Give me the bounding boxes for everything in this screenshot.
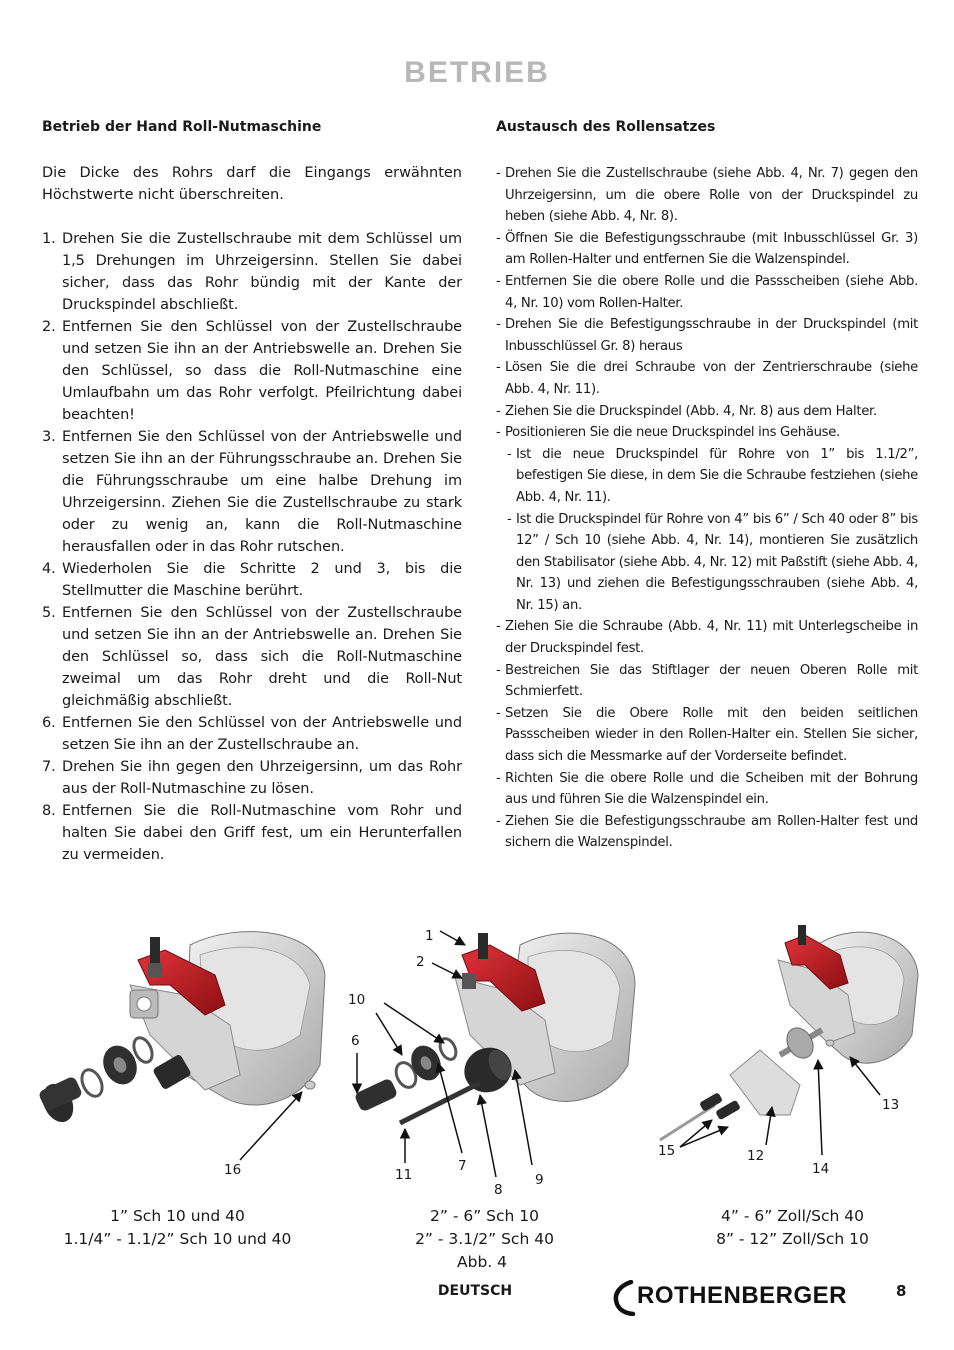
logo-bracket-icon: [611, 1280, 637, 1316]
list-item-text: Richten Sie die obere Rolle und die Scheiben mit der Bohrung aus und führen Sie die Walzenspindel ein.: [505, 770, 918, 808]
step-number: 2.: [42, 319, 56, 335]
callout-arrow-1: [440, 931, 465, 945]
step-number: 7.: [42, 759, 56, 775]
operation-heading: Betrieb der Hand Roll-Nutmaschine: [42, 119, 322, 135]
list-item-text: Ziehen Sie die Schraube (Abb. 4, Nr. 11) mit Unterlegscheibe in der Druckspindel fest.: [505, 619, 918, 657]
roller-parts-3: [660, 1023, 834, 1140]
step-text: Entfernen Sie die Roll-Nutmaschine vom Rohr und halten Sie dabei den Griff fest, um ein Herunterfallen zu vermeiden.: [62, 803, 462, 863]
callout-arrow-15b: [680, 1127, 728, 1147]
step-item: [42, 558, 462, 602]
step-item: [42, 228, 462, 316]
list-item-text: Ist die Druckspindel für Rohre von 4” bis 6” / Sch 40 oder 8” bis 12” / Sch 10 (siehe Abb. 4, Nr. 14), montieren Sie zusätzlich den Stabilisator (siehe Abb. 4, Nr. 12) mit Paßstift (siehe Abb. 4, Nr. 13) und ziehen die Befestigungsschrauben (siehe Abb. 4, Nr. 15) an.: [516, 511, 918, 613]
step-text: Drehen Sie ihn gegen den Uhrzeigersinn, um das Rohr aus der Roll-Nutmaschine zu lösen.: [62, 759, 462, 797]
callout-14: 14: [812, 1161, 830, 1177]
dash-marker: -: [496, 662, 501, 678]
callout-10: 10: [348, 992, 366, 1008]
list-item-text: Setzen Sie die Obere Rolle mit den beiden seitlichen Passscheiben wieder in den Rollen-Halter ein. Stellen Sie sicher, dass sich die Messmarke auf der Vorderseite befindet.: [505, 705, 918, 765]
list-item: [496, 401, 918, 423]
callout-2: 2: [416, 954, 425, 970]
list-item-text: Ziehen Sie die Befestigungsschraube am Rollen-Halter fest und sichern die Walzenspindel.: [505, 813, 918, 851]
list-item: [496, 271, 918, 314]
dash-marker: -: [496, 425, 501, 441]
roller-parts-2: [354, 1036, 519, 1123]
callout-arrow-10b: [376, 1013, 402, 1055]
caption-machine-1: [40, 1205, 315, 1251]
step-item: [42, 712, 462, 756]
figure-label: Abb. 4: [457, 1253, 507, 1271]
callout-9: 9: [535, 1172, 544, 1188]
callout-arrow-8: [480, 1095, 496, 1177]
dash-marker: -: [496, 403, 501, 419]
page-number: 8: [896, 1282, 907, 1300]
caption-line: 1” Sch 10 und 40: [110, 1207, 245, 1225]
caption-machine-3: [680, 1205, 905, 1251]
caption-line: 4” - 6” Zoll/Sch 40: [721, 1207, 864, 1225]
replacement-heading: Austausch des Rollensatzes: [496, 119, 716, 135]
caption-line: 2” - 3.1/2” Sch 40: [415, 1230, 554, 1248]
step-item: [42, 426, 462, 558]
operation-intro: Die Dicke des Rohrs darf die Eingangs erwähnten Höchstwerte nicht überschreiten.: [42, 165, 462, 203]
list-item-text: Bestreichen Sie das Stiftlager der neuen Oberen Rolle mit Schmierfett.: [505, 662, 918, 700]
operation-steps: [42, 228, 462, 866]
sub-list-item: [496, 444, 918, 509]
list-item-text: Ist die neue Druckspindel für Rohre von 1” bis 1.1/2”, befestigen Sie diese, in dem Sie die Schraube festziehen (siehe Abb. 4, Nr. 11).: [516, 446, 918, 505]
step-text: Entfernen Sie den Schlüssel von der Antriebswelle und setzen Sie ihn an der Führungsschraube an. Drehen Sie die Führungsschraube um eine halbe Drehung im Uhrzeigersinn. Ziehen Sie die Zustellschraube zu stark oder zu wenig an, kann die Roll-Nutmaschine herausfallen oder in das Rohr rutschen.: [62, 429, 462, 555]
step-text: Wiederholen Sie die Schritte 2 und 3, bis die Stellmutter die Maschine berührt.: [62, 561, 462, 599]
list-item: [496, 811, 918, 854]
callout-16: 16: [224, 1162, 242, 1178]
step-number: 8.: [42, 803, 56, 819]
dash-marker: -: [496, 705, 501, 721]
step-text: Entfernen Sie den Schlüssel von der Antriebswelle und setzen Sie ihn an der Zustellschraube an.: [62, 715, 462, 753]
step-number: 3.: [42, 429, 56, 445]
dash-marker: -: [496, 619, 501, 635]
dash-marker: -: [496, 317, 501, 333]
list-item: [496, 314, 918, 357]
callout-8: 8: [494, 1182, 503, 1198]
list-item-text: Ziehen Sie die Druckspindel (Abb. 4, Nr. 8) aus dem Halter.: [505, 403, 877, 419]
step-text: Entfernen Sie den Schlüssel von der Zustellschraube und setzen Sie ihn an der Antriebswelle an. Drehen Sie den Schlüssel so, dass sich die Roll-Nutmaschine zweimal um das Rohr dreht und die Roll-Nut gleichmäßig abschließt.: [62, 605, 462, 709]
sub-list-item: [496, 509, 918, 617]
brand-name: ROTHENBERGER: [637, 1282, 848, 1309]
step-item: [42, 800, 462, 866]
list-item-text: Lösen Sie die drei Schraube von der Zentrierschraube (siehe Abb. 4, Nr. 11).: [505, 360, 918, 397]
step-text: Drehen Sie die Zustellschraube mit dem Schlüssel um 1,5 Drehungen im Uhrzeigersinn. Stellen Sie dabei sicher, dass das Rohr bündig mit der Kante der Druckspindel abschließt.: [62, 231, 462, 313]
step-number: 5.: [42, 605, 56, 621]
list-item-text: Drehen Sie die Zustellschraube (siehe Abb. 4, Nr. 7) gegen den Uhrzeigersinn, um die obere Rolle von der Druckspindel zu heben (siehe Abb. 4, Nr. 8).: [505, 166, 918, 225]
dash-marker: -: [496, 770, 501, 786]
callout-arrow-2: [432, 963, 462, 978]
list-item-text: Öffnen Sie die Befestigungsschraube (mit Inbusschlüssel Gr. 3) am Rollen-Halter und entfernen Sie die Walzenspindel.: [505, 230, 918, 268]
caption-line: 1.1/4” - 1.1/2” Sch 10 und 40: [63, 1230, 292, 1248]
list-item: [496, 163, 918, 228]
dash-marker: -: [507, 511, 512, 527]
list-item: [496, 357, 918, 400]
dash-marker: -: [496, 813, 501, 829]
dash-marker: -: [496, 230, 501, 246]
caption-line: 2” - 6” Sch 10: [430, 1207, 539, 1225]
dash-marker: -: [496, 273, 501, 289]
list-item: [496, 228, 918, 271]
callout-arrow-10a: [384, 1003, 444, 1043]
step-item: [42, 316, 462, 426]
step-item: [42, 756, 462, 800]
operation-section: [42, 118, 462, 866]
list-item-text: Positionieren Sie die neue Druckspindel ins Gehäuse.: [505, 425, 840, 441]
callout-7: 7: [458, 1158, 467, 1174]
dash-marker: -: [496, 166, 501, 181]
replacement-list: [496, 163, 918, 854]
list-item-text: Drehen Sie die Befestigungsschraube in der Druckspindel (mit Inbusschlüssel Gr. 8) heraus: [505, 317, 918, 354]
callout-12: 12: [747, 1148, 765, 1164]
list-item: [496, 422, 918, 444]
callout-6: 6: [351, 1033, 360, 1049]
dash-marker: -: [496, 360, 501, 376]
rothenberger-logo: [611, 1278, 861, 1318]
list-item: [496, 703, 918, 768]
callout-11: 11: [395, 1167, 413, 1183]
dash-marker: -: [507, 446, 512, 462]
list-item: [496, 616, 918, 659]
caption-line: 8” - 12” Zoll/Sch 10: [716, 1230, 869, 1248]
callout-arrow-14: [818, 1060, 822, 1155]
step-item: [42, 602, 462, 712]
callout-arrow-7: [438, 1063, 462, 1153]
caption-machine-2: [372, 1205, 597, 1251]
page-title: BETRIEB: [404, 56, 550, 89]
exploded-view-illustrations: [0, 915, 954, 1215]
step-number: 6.: [42, 715, 56, 731]
figure-4: [0, 915, 954, 1215]
list-item: [496, 768, 918, 811]
callout-1: 1: [425, 928, 434, 944]
roller-replacement-section: [496, 118, 918, 854]
list-item: [496, 660, 918, 703]
footer-language: DEUTSCH: [437, 1283, 513, 1299]
callout-15: 15: [658, 1143, 676, 1159]
step-text: Entfernen Sie den Schlüssel von der Zustellschraube und setzen Sie ihn an der Antriebswelle an. Drehen Sie den Schlüssel, so dass die Roll-Nutmaschine eine Umlaufbahn um das Rohr verfolgt. Pfeilrichtung dabei beachten!: [62, 319, 462, 423]
step-number: 4.: [42, 561, 56, 577]
callout-13: 13: [882, 1097, 900, 1113]
list-item-text: Entfernen Sie die obere Rolle und die Passscheiben (siehe Abb. 4, Nr. 10) vom Rollen-Halter.: [505, 273, 918, 311]
step-number: 1.: [42, 231, 56, 247]
